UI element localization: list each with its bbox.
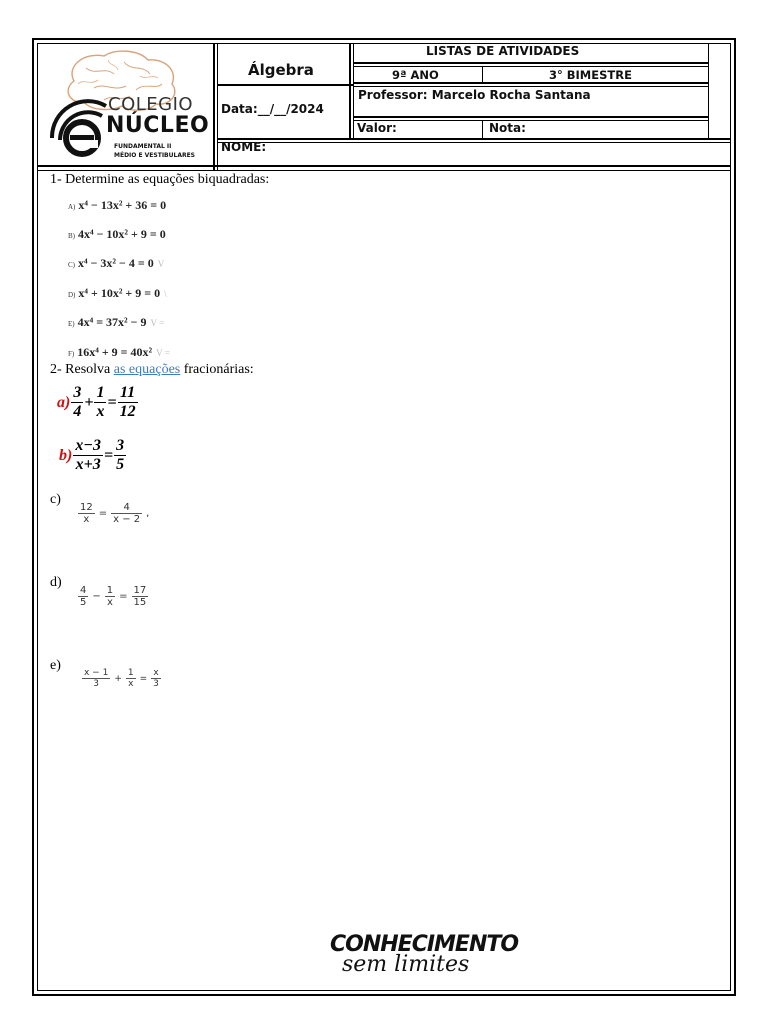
q2-item-a: a) $\frac{3}{4}$ + $\frac{1}{x}$ = $\frac{11}{12}$ <box>57 384 136 420</box>
q2-item-b: b) $\frac{x-3}{x+3}$ = $\frac{3}{5}$ <box>59 437 125 473</box>
q2-item-c: $\frac{12}{x}$ = $\frac{4}{x - 2}$ , <box>80 502 150 525</box>
question-2-title: 2- Resolva as equações fracionárias: <box>50 362 254 377</box>
logo-text-nucleo: NÚCLEO <box>106 113 210 138</box>
q2-item-c-label: c) <box>50 492 61 507</box>
q1-item-d: D) x⁴ + 10x² + 9 = 0 \ <box>68 286 167 300</box>
q1-item-f: F) 16x⁴ + 9 = 40x² V = <box>68 345 170 359</box>
q2-item-e-label: e) <box>50 658 61 673</box>
q2-item-d: $\frac{4}{5}$ − $\frac{1}{x}$ = $\frac{17}{15}$ <box>80 585 147 608</box>
subject-title: Álgebra <box>248 61 314 79</box>
q2-item-d-label: d) <box>50 575 62 590</box>
q1-item-c: C) x⁴ − 3x² − 4 = 0 V <box>68 256 165 270</box>
date-field[interactable]: Data:__/__/2024 <box>221 102 324 116</box>
q1-item-e: E) 4x⁴ = 37x² − 9 V = <box>68 315 165 329</box>
score-field[interactable]: Nota: <box>489 121 526 135</box>
teacher-name: Professor: Marcelo Rocha Santana <box>358 88 591 102</box>
term-label: 3° BIMESTRE <box>549 68 632 82</box>
q2-item-e: $\frac{x - 1}{3}$ + $\frac{1}{x}$ = $\frac{x}{3}$ <box>84 668 159 689</box>
q1-item-a: A) x⁴ − 13x² + 36 = 0 <box>68 198 167 212</box>
logo-text-colegio: COLEGIO <box>108 94 194 115</box>
logo-subtitle-1: FUNDAMENTAL II <box>114 143 172 150</box>
link-as-equacoes[interactable]: as equações <box>113 362 181 377</box>
student-name-field[interactable]: NOME: <box>221 140 267 154</box>
logo-subtitle-2: MÉDIO E VESTIBULARES <box>114 152 195 159</box>
list-title: LISTAS DE ATIVIDADES <box>426 44 580 58</box>
slogan-line-2: sem limites <box>342 952 470 977</box>
question-1-title: 1- Determine as equações biquadradas: <box>50 172 270 187</box>
q1-item-b: B) 4x⁴ − 10x² + 9 = 0 <box>68 227 166 241</box>
slogan-line-1: CONHECIMENTO <box>330 932 519 957</box>
grade-level: 9ª ANO <box>392 68 439 82</box>
value-field[interactable]: Valor: <box>357 121 397 135</box>
